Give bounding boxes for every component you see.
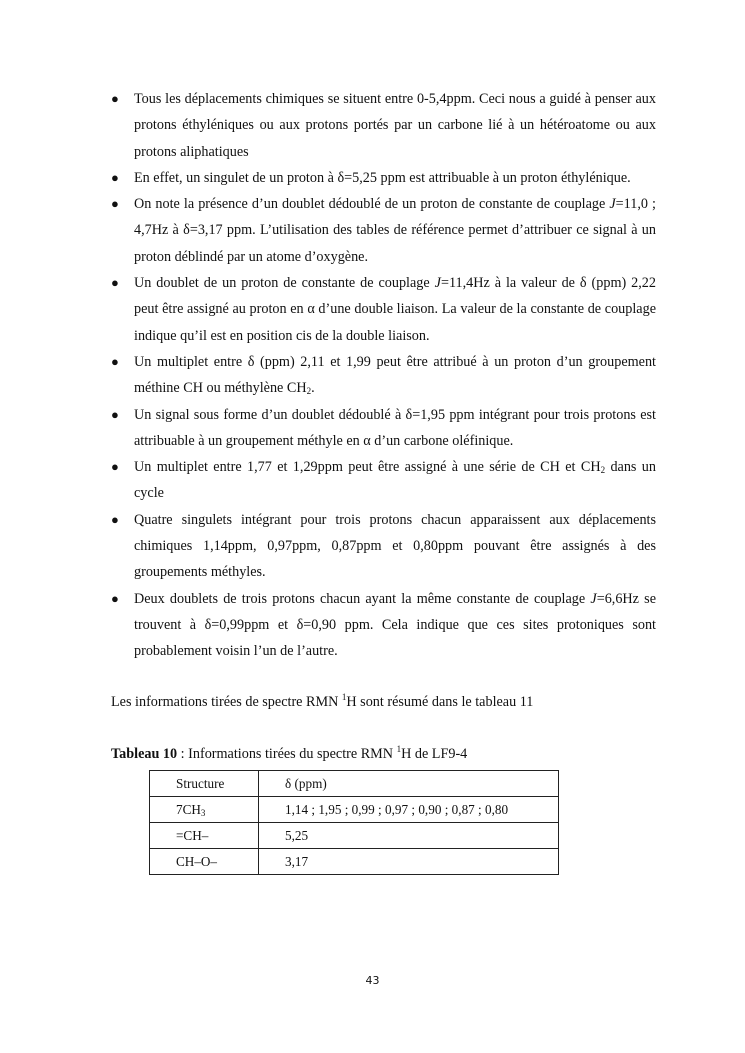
nmr-data-table	[149, 770, 559, 875]
cell-structure: =CH–	[150, 823, 259, 849]
table-header-row	[150, 771, 559, 797]
cell-structure: $7CH_3$	[150, 797, 259, 823]
bullet-item: ● Un multiplet entre δ (ppm) 2,11 et 1,99 peut être attribué à un proton d’un groupement méthine CH ou méthylène $CH_2$.	[111, 349, 656, 402]
cell-shift: 5,25	[259, 823, 559, 849]
bullet-dot-icon: ●	[111, 196, 119, 212]
bullet-item: ● Tous les déplacements chimiques se situent entre 0-5,4ppm. Ceci nous a guidé à penser aux protons éthyléniques ou aux protons portés par un carbone lié à un hétéroatome ou aux protons aliphatiques	[111, 86, 656, 165]
header-shift: δ (ppm)	[259, 771, 559, 797]
bullet-dot-icon: ●	[111, 169, 119, 185]
cell-shift: 3,17	[259, 849, 559, 875]
bullet-dot-icon: ●	[111, 459, 119, 475]
bullet-item: ● Deux doublets de trois protons chacun ayant la même constante de couplage J=6,6Hz se trouvent à δ=0,99ppm et δ=0,90 ppm. Cela indique que ces sites protoniques sont probablement voisin l’un de l’autre.	[111, 586, 656, 665]
bullet-item: ● En effet, un singulet de un proton à δ=5,25 ppm est attribuable à un proton éthylénique.	[111, 165, 656, 191]
bullet-dot-icon: ●	[111, 590, 119, 606]
header-structure: Structure	[150, 771, 259, 797]
summary-sentence: Les informations tirées de spectre RMN $^1$H sont résumé dans le tableau 11	[111, 692, 534, 710]
cell-shift: 1,14 ; 1,95 ; 0,99 ; 0,97 ; 0,90 ; 0,87 ; 0,80	[259, 797, 559, 823]
table-caption: Tableau 10 : Informations tirées du spectre RMN $^1$H de LF9-4	[111, 744, 468, 762]
table-row	[150, 849, 559, 875]
bullet-item: ● Quatre singulets intégrant pour trois protons chacun apparaissent aux déplacements chimiques 1,14ppm, 0,97ppm, 0,87ppm et 0,80ppm pouvant être assignés à des groupements méthyles.	[111, 507, 656, 586]
bullet-dot-icon: ●	[111, 353, 119, 369]
bullet-item: ● On note la présence d’un doublet dédoublé de un proton de constante de couplage J=11,0 ; 4,7Hz à δ=3,17 ppm. L’utilisation des tables de référence permet d’attribuer ce signal à un proton déblindé par un atome d’oxygène.	[111, 191, 656, 270]
bullet-dot-icon: ●	[111, 511, 119, 527]
page-number: 43	[365, 974, 380, 987]
bullet-dot-icon: ●	[111, 275, 119, 291]
table-row	[150, 823, 559, 849]
bullet-dot-icon: ●	[111, 406, 119, 422]
table-caption-label: Tableau 10	[111, 746, 178, 762]
findings-bullet-list	[111, 86, 656, 665]
bullet-item: ● Un doublet de un proton de constante de couplage J=11,4Hz à la valeur de δ (ppm) 2,22 peut être assigné au proton en α d’une double liaison. La valeur de la constante de couplage indique qu’il est en position cis de la double liaison.	[111, 270, 656, 349]
bullet-dot-icon: ●	[111, 91, 119, 106]
bullet-item: ● Un multiplet entre 1,77 et 1,29ppm peut être assigné à une série de CH et $CH_2$ dans un cycle	[111, 454, 656, 507]
cell-structure: CH–O–	[150, 849, 259, 875]
bullet-item: ● Un signal sous forme d’un doublet dédoublé à δ=1,95 ppm intégrant pour trois protons est attribuable à un groupement méthyle en α d’un carbone oléfinique.	[111, 402, 656, 455]
table-row	[150, 797, 559, 823]
